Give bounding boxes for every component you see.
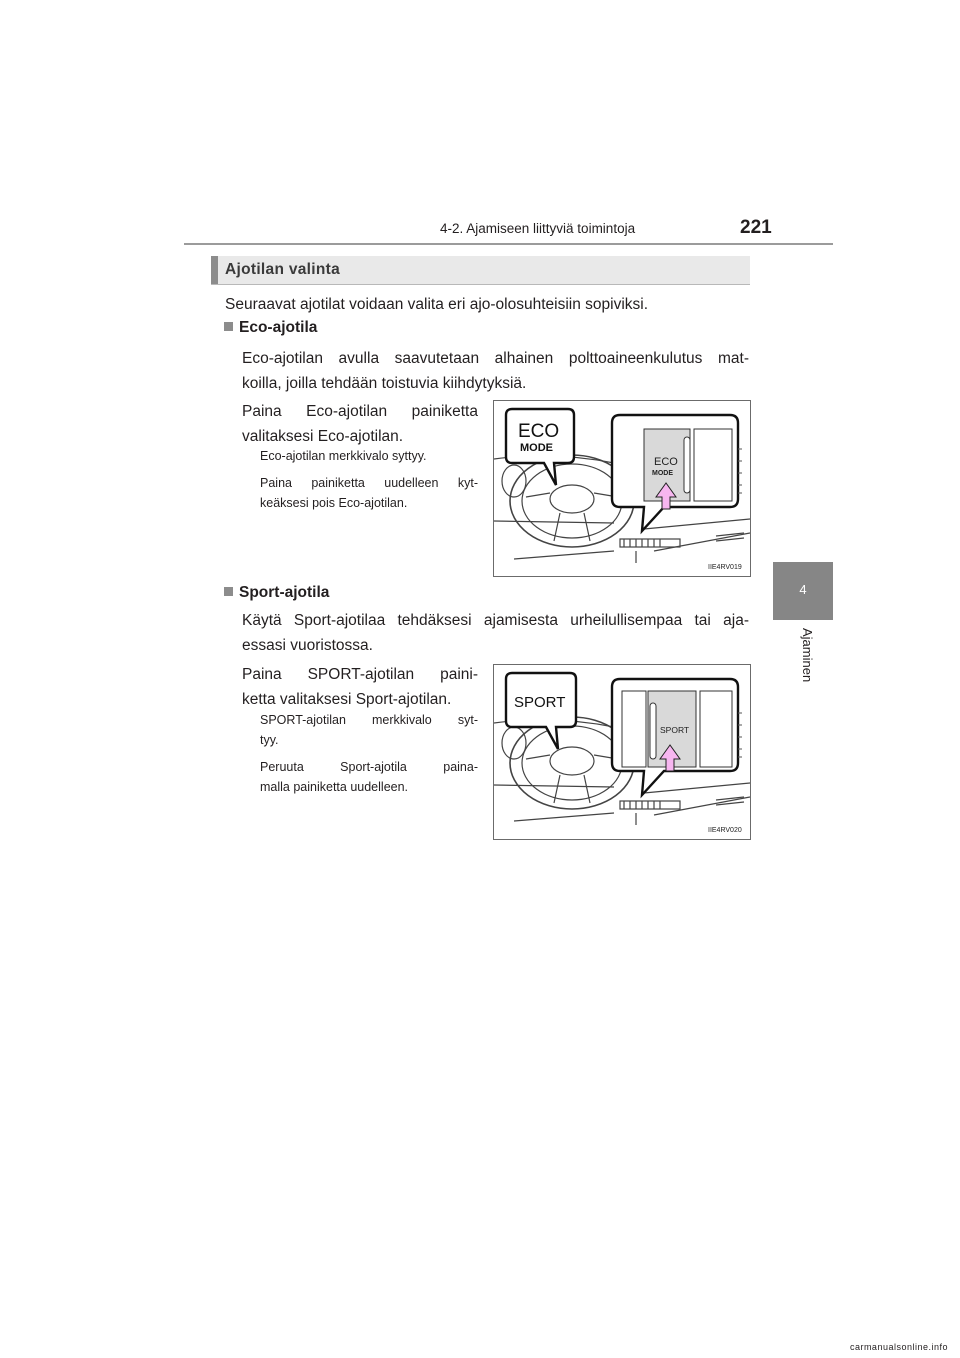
eco-heading	[224, 319, 317, 337]
sport-heading	[224, 584, 329, 602]
eco-desc-line2: koilla, joilla tehdään toistuvia kiihdytyksiä.	[242, 375, 527, 392]
bullet-square-icon	[224, 322, 233, 331]
sport-note-2-line1: Peruuta Sport-ajotila paina-	[260, 760, 478, 774]
sport-instruction-line1: Paina SPORT-ajotilan paini-	[242, 666, 478, 683]
page-number: 221	[740, 217, 772, 238]
running-header-section: 4-2. Ajamiseen liittyviä toimintoja	[440, 221, 636, 236]
eco-instruction-line1: Paina Eco-ajotilan painiketta	[242, 403, 478, 420]
eco-desc-line1: Eco-ajotilan avulla saavutetaan alhainen polttoaineenkulutus mat-	[242, 350, 749, 367]
sport-figure	[493, 664, 751, 840]
sport-heading-text: Sport-ajotila	[239, 584, 330, 601]
sport-desc-line1: Käytä Sport-ajotilaa tehdäksesi ajamisesta urheilullisempaa tai aja-	[242, 612, 749, 629]
sport-note-1-line1: SPORT-ajotilan merkkivalo syt-	[260, 713, 478, 727]
chapter-number: 4	[799, 582, 807, 597]
sport-instruction-line2: ketta valitaksesi Sport-ajotilan.	[242, 691, 452, 708]
eco-instruction-line2: valitaksesi Eco-ajotilan.	[242, 428, 404, 445]
sport-callout-label: SPORT	[514, 694, 566, 711]
eco-figure	[493, 400, 751, 577]
eco-callout-label-1: ECO	[518, 421, 560, 442]
section-heading-accent	[211, 256, 218, 284]
eco-button-label-2: MODE	[652, 470, 673, 477]
sport-note-2-line2: malla painiketta uudelleen.	[260, 780, 409, 794]
bullet-square-icon	[224, 587, 233, 596]
eco-callout-label-2: MODE	[520, 442, 553, 454]
sport-desc-line2: essasi vuoristossa.	[242, 637, 373, 654]
eco-note-2-line1: Paina painiketta uudelleen kyt-	[260, 476, 478, 490]
eco-button-label-1: ECO	[654, 456, 678, 468]
section-heading-bar	[211, 256, 750, 285]
eco-heading-text: Eco-ajotila	[239, 319, 318, 336]
sport-note-1-line2: tyy.	[260, 733, 279, 747]
chapter-label: Ajaminen	[800, 628, 815, 683]
sport-button-label: SPORT	[660, 725, 690, 735]
header-divider	[184, 243, 833, 245]
sport-dashboard-illustration	[494, 665, 750, 839]
sport-figure-code: IIE4RV020	[708, 827, 742, 834]
footer-watermark: carmanualsonline.info	[849, 1342, 948, 1352]
section-title: Ajotilan valinta	[225, 261, 341, 278]
eco-figure-code: IIE4RV019	[708, 564, 742, 571]
eco-note-1: Eco-ajotilan merkkivalo syttyy.	[260, 449, 427, 463]
chapter-tab	[773, 562, 833, 620]
eco-dashboard-illustration	[494, 401, 750, 576]
section-intro: Seuraavat ajotilat voidaan valita eri ajo-olosuhteisiin sopiviksi.	[225, 296, 649, 313]
eco-note-2-line2: keäksesi pois Eco-ajotilan.	[260, 496, 408, 510]
